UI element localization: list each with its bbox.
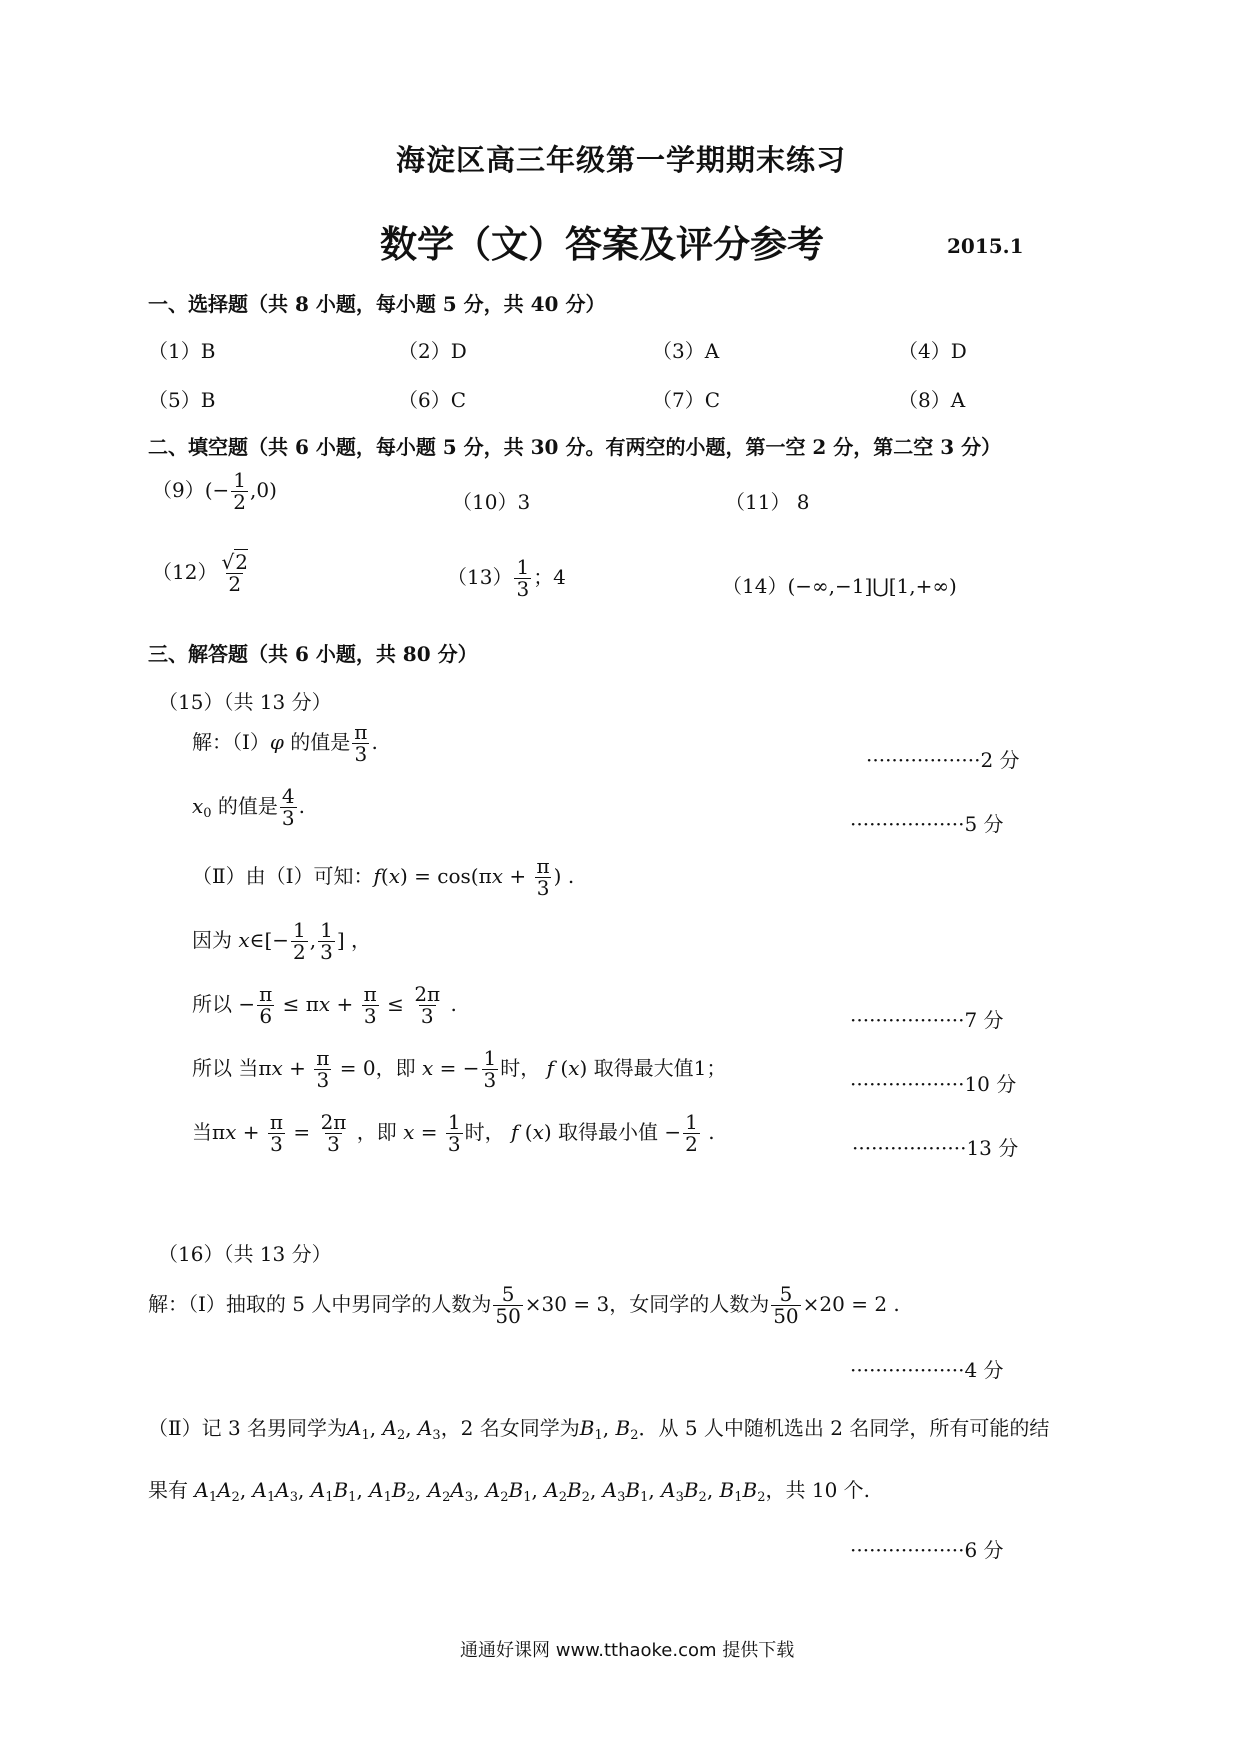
- q16-line-3: 果有 $A_1A_2$, $A_1A_3$, $A_1B_1$, $A_1B_2$, $A_2A_3$, $A_2B_1$, $A_2B_2$, $A_3B_1$, $A_3B_2$, $B_1B_2$，共 10 个.: [148, 1478, 871, 1505]
- section-heading-solution: 三、解答题（共 6 小题，共 80 分）: [148, 642, 478, 666]
- q15-line-4: 因为 x∈[− $\frac{1}{2}$ , $\frac{1}{3}$ ] ，: [192, 918, 372, 964]
- section-heading-fill: 二、填空题（共 6 小题，每小题 5 分，共 30 分。有两空的小题，第一空 2 分，第二空 3 分）: [148, 435, 1002, 459]
- fill-answer-10: （10）3: [452, 490, 531, 514]
- answer-item: （6）C: [398, 388, 467, 412]
- question-15-label: （15）（共 13 分）: [158, 690, 332, 714]
- section-heading-choice: 一、选择题（共 8 小题，每小题 5 分，共 40 分）: [148, 292, 606, 316]
- fill-answer-12: （12） $\frac{√2}{2}$: [152, 550, 248, 596]
- q15-line-2: $x_0$ 的值是 $\frac{4}{3}$ .: [192, 784, 306, 830]
- answer-item: （1）B: [148, 339, 216, 363]
- q16-line-1: 解：（Ⅰ）抽取的 5 人中男同学的人数为 $\frac{5}{50}$ ×30 = 3，女同学的人数为 $\frac{5}{50}$ ×20 = 2 .: [148, 1282, 900, 1328]
- q15-line-3: （Ⅱ）由（Ⅰ）可知：f(x) = cos(πx + $\frac{\pi}{3}$ ) .: [192, 854, 575, 900]
- score-mark: ··················2 分: [866, 748, 1020, 772]
- answer-item: （2）D: [398, 339, 467, 363]
- page-footer: 通通好课网 www.tthaoke.com 提供下载: [460, 1640, 795, 1661]
- page-subtitle: 数学（文）答案及评分参考: [380, 222, 824, 266]
- fill-answer-11: （11） 8: [725, 490, 810, 514]
- page-title: 海淀区高三年级第一学期期末练习: [396, 143, 847, 177]
- score-mark: ··················7 分: [850, 1008, 1004, 1032]
- q16-line-2: （Ⅱ）记 3 名男同学为$A_1$, $A_2$, $A_3$，2 名女同学为$B_1$, $B_2$．从 5 人中随机选出 2 名同学，所有可能的结: [148, 1416, 1050, 1443]
- fill-answer-9: （9）(− $\frac{1}{2}$ ,0): [152, 468, 277, 514]
- fill-answer-14: （14）(−∞,−1]⋃[1,+∞): [722, 574, 957, 598]
- question-16-label: （16）（共 13 分）: [158, 1242, 332, 1266]
- score-mark: ··················13 分: [852, 1136, 1019, 1160]
- answer-item: （3）A: [652, 339, 720, 363]
- answer-item: （5）B: [148, 388, 216, 412]
- q15-line-7: 当πx + $\frac{\pi}{3}$ = $\frac{2\pi}{3}$ ，即 x = $\frac{1}{3}$ 时， f (x) 取得最小值 − $\frac{1}{2}$ .: [192, 1110, 715, 1156]
- score-mark: ··················5 分: [850, 812, 1004, 836]
- score-mark: ··················10 分: [850, 1072, 1017, 1096]
- q15-line-5: 所以 − $\frac{\pi}{6}$ ≤ πx + $\frac{\pi}{3}$ ≤ $\frac{2\pi}{3}$ .: [192, 982, 457, 1028]
- answer-item: （7）C: [652, 388, 721, 412]
- score-mark: ··················4 分: [850, 1358, 1004, 1382]
- answer-item: （4）D: [898, 339, 967, 363]
- q15-line-6: 所以 当πx + $\frac{\pi}{3}$ = 0，即 x = − $\frac{1}{3}$ 时， f (x) 取得最大值1；: [192, 1046, 727, 1092]
- exam-date: 2015.1: [947, 234, 1024, 258]
- answer-item: （8）A: [898, 388, 966, 412]
- q15-line-1: 解：（Ⅰ）φ 的值是 $\frac{\pi}{3}$ .: [192, 720, 378, 766]
- score-mark: ··················6 分: [850, 1538, 1004, 1562]
- fill-answer-13: （13） $\frac{1}{3}$ ；4: [447, 555, 566, 601]
